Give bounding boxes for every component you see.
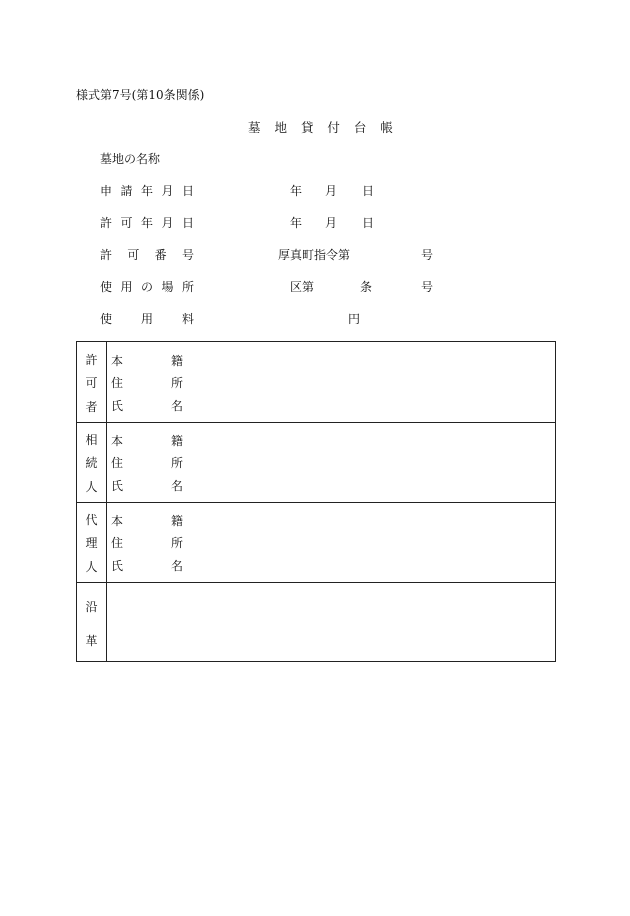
row-divider: [77, 582, 555, 583]
heir-name-label: [111, 477, 183, 494]
heir-address-label: [111, 454, 183, 471]
permit-year-unit: 年: [290, 216, 303, 230]
section-header-char: 人: [85, 480, 98, 494]
permit-number-prefix: 厚真町指令第: [278, 248, 351, 262]
application-day-unit: 日: [362, 184, 375, 198]
permit-holder-name-label: [111, 397, 183, 414]
label-char: 申: [100, 184, 113, 198]
label-char: 月: [161, 216, 174, 230]
application-month-unit: 月: [325, 184, 338, 198]
label-char: 所: [170, 536, 183, 550]
label-char: 使: [100, 312, 113, 326]
label-char: 請: [120, 184, 133, 198]
label-char: 許: [100, 248, 113, 262]
label-char: 住: [111, 456, 124, 470]
label-char: 籍: [170, 354, 183, 368]
section-header-char: 続: [85, 456, 98, 470]
label-char: 許: [100, 216, 113, 230]
label-char: 所: [170, 376, 183, 390]
section-header-char: 者: [85, 400, 98, 414]
section-header-char: 理: [85, 536, 98, 550]
label-char: 料: [181, 312, 194, 326]
label-char: 用: [120, 280, 133, 294]
label-char: 番: [154, 248, 167, 262]
label-char: 用: [140, 312, 153, 326]
label-char: 籍: [170, 514, 183, 528]
cemetery-name-label: 墓地の名称: [100, 152, 161, 166]
label-char: 月: [161, 184, 174, 198]
label-char: 住: [111, 376, 124, 390]
label-char: 年: [140, 216, 153, 230]
section-header-char: 許: [85, 353, 98, 367]
permit-month-unit: 月: [325, 216, 338, 230]
label-char: 年: [140, 184, 153, 198]
label-char: 可: [127, 248, 140, 262]
section-header-char: 代: [85, 513, 98, 527]
section-header-char: 沿: [85, 600, 98, 614]
application-year-unit: 年: [290, 184, 303, 198]
label-char: 使: [100, 280, 113, 294]
permit-holder-address-label: [111, 374, 183, 391]
section-header-char: 革: [85, 634, 98, 648]
fee-unit: 円: [348, 312, 361, 326]
section-header-char: 相: [85, 433, 98, 447]
label-char: 日: [181, 216, 194, 230]
label-char: 本: [111, 354, 124, 368]
label-char: 本: [111, 514, 124, 528]
permit-number-label: [100, 246, 194, 263]
location-label: [100, 278, 194, 295]
label-char: 住: [111, 536, 124, 550]
section-header-char: 可: [85, 376, 98, 390]
form-number: 様式第7号(第10条関係): [76, 88, 205, 102]
label-char: 所: [181, 280, 194, 294]
label-char: 氏: [111, 559, 124, 573]
page-title: 墓 地 貸 付 台 帳: [248, 120, 394, 135]
permit-number-suffix: 号: [421, 248, 434, 262]
label-char: 本: [111, 434, 124, 448]
label-char: 可: [120, 216, 133, 230]
label-char: 名: [170, 559, 183, 573]
permit-date-label: [100, 214, 194, 231]
application-date-label: [100, 182, 194, 199]
label-char: 籍: [170, 434, 183, 448]
label-char: 日: [181, 184, 194, 198]
agent-address-label: [111, 534, 183, 551]
row-divider: [77, 422, 555, 423]
label-char: 場: [161, 280, 174, 294]
label-char: 氏: [111, 479, 124, 493]
location-row: 条: [360, 280, 373, 294]
label-char: 名: [170, 399, 183, 413]
ledger-table: [76, 341, 556, 662]
label-char: 号: [181, 248, 194, 262]
heir-domicile-label: [111, 432, 183, 449]
fee-label: [100, 310, 194, 327]
label-char: 氏: [111, 399, 124, 413]
location-ward: 区第: [290, 280, 315, 294]
permit-holder-domicile-label: [111, 352, 183, 369]
label-char: の: [140, 280, 153, 294]
agent-name-label: [111, 557, 183, 574]
label-char: 所: [170, 456, 183, 470]
location-number: 号: [421, 280, 434, 294]
row-divider: [77, 502, 555, 503]
label-char: 名: [170, 479, 183, 493]
permit-day-unit: 日: [362, 216, 375, 230]
agent-domicile-label: [111, 512, 183, 529]
section-header-char: 人: [85, 560, 98, 574]
